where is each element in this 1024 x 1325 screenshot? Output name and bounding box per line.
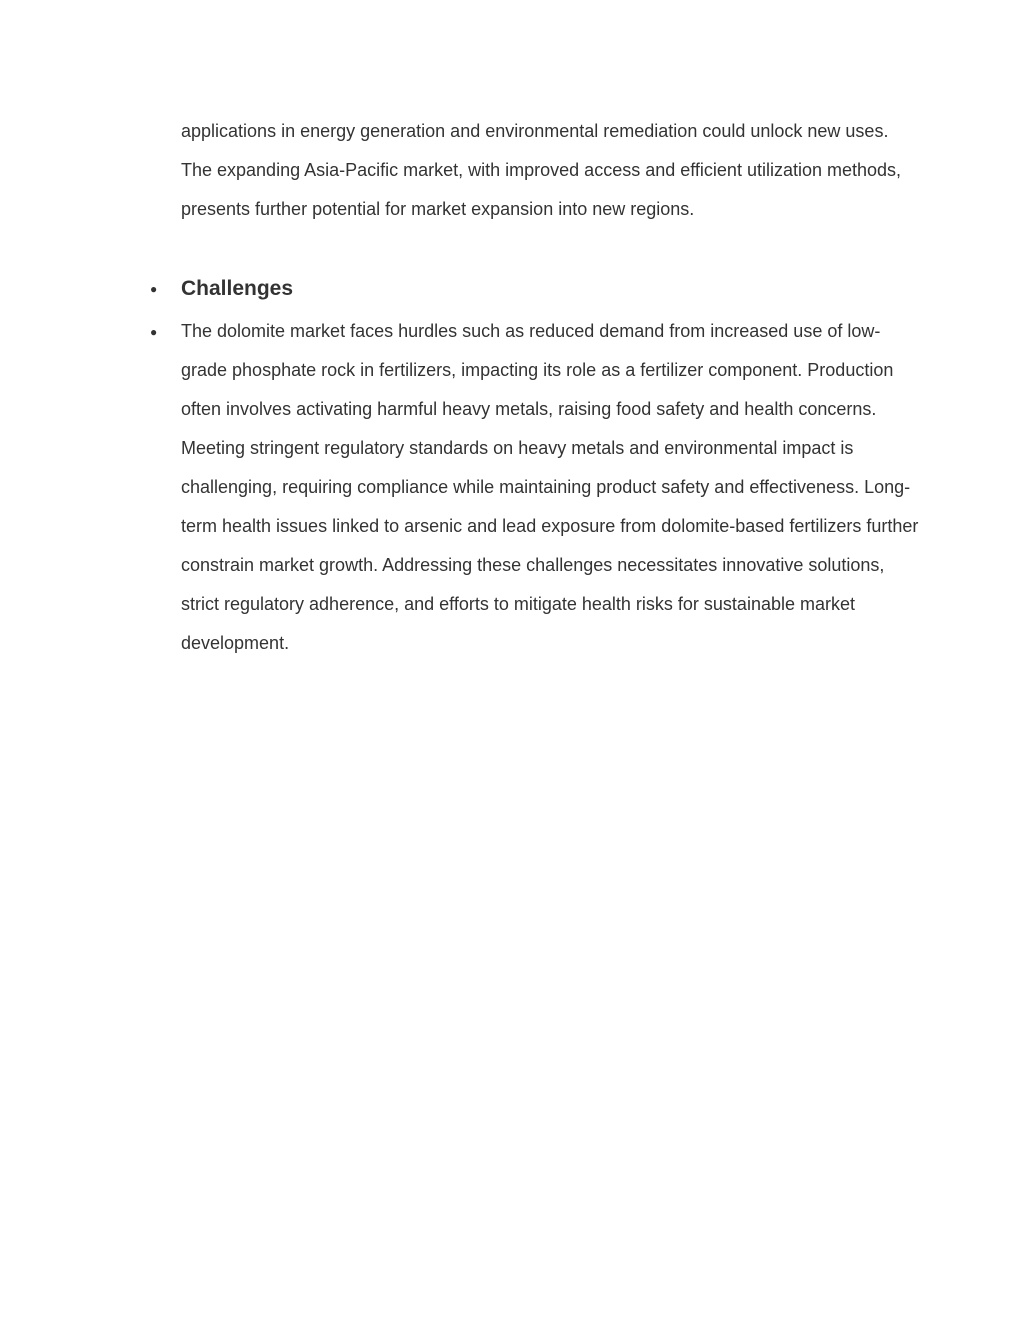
bullet-icon: ● <box>150 325 158 339</box>
bullet-icon: ● <box>150 282 158 296</box>
continuation-paragraph: applications in energy generation and environmental remediation could unlock new uses. The expanding Asia-Pacific market, with improved access and efficient utilization methods, presents further potential for market expansion into new regions. <box>181 121 902 219</box>
challenges-paragraph: The dolomite market faces hurdles such as reduced demand from increased use of low-grade phosphate rock in fertilizers, impacting its role as a fertilizer component. Production often involves activating harmful heavy metals, raising food safety and health concerns. Meeting stringent regulatory standards on heavy metals and environmental impact is challenging, requiring compliance while maintaining product safety and effectiveness. Long-term health issues linked to arsenic and lead exposure from dolomite-based fertilizers further constrain market growth. Addressing these challenges necessitates innovative solutions, strict regulatory adherence, and efforts to mitigate health risks for sustainable market development. <box>181 321 919 653</box>
section-heading: Challenges <box>181 277 294 300</box>
